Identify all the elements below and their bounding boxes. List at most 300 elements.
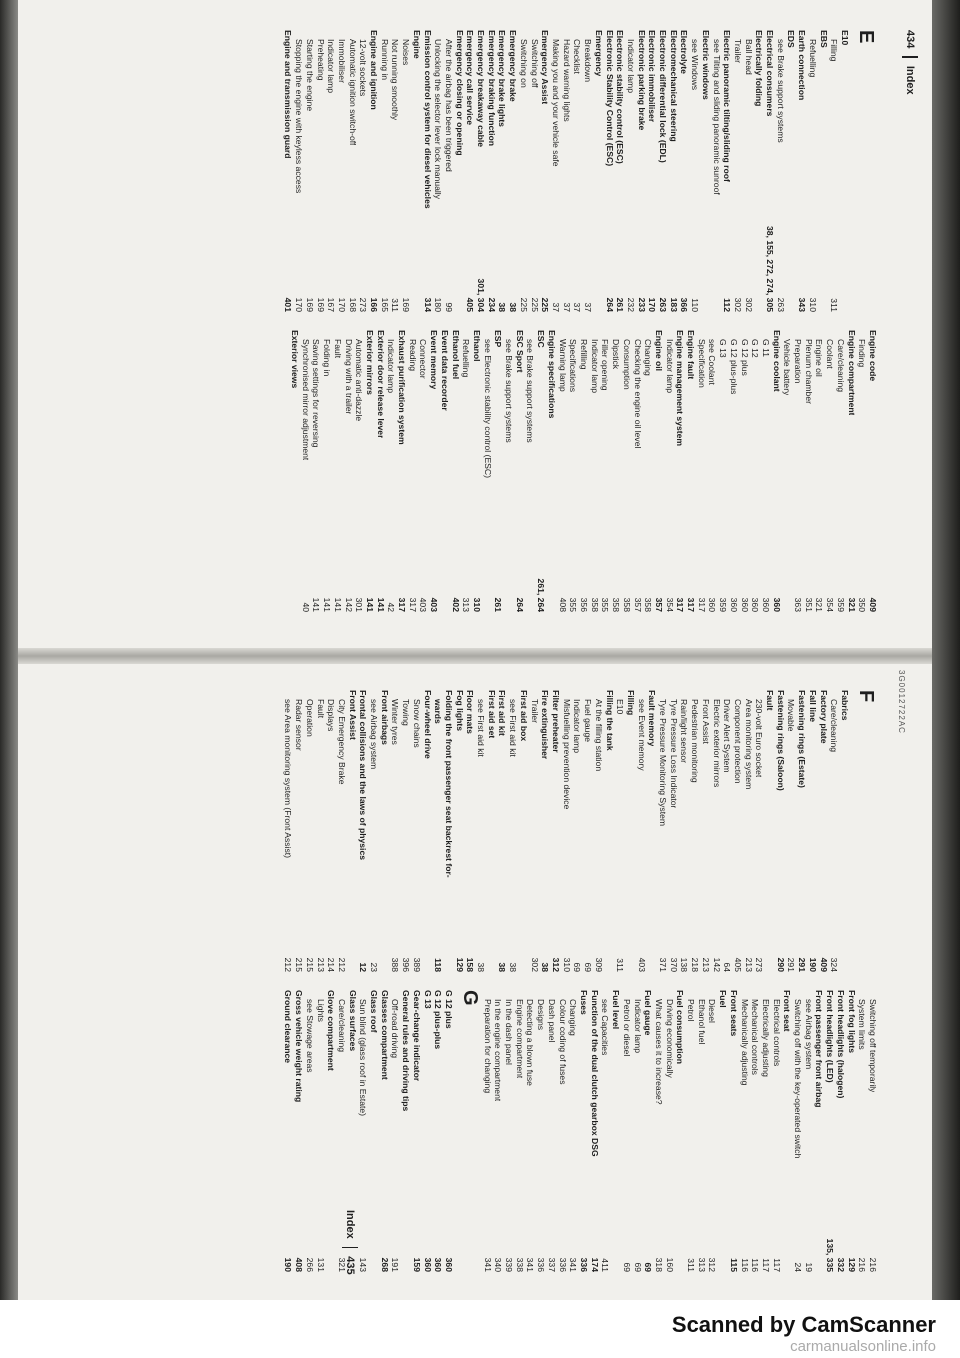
index-term: Front seat bbox=[782, 990, 793, 1032]
index-entry bbox=[326, 690, 337, 972]
index-term: E10 bbox=[615, 699, 626, 715]
index-entry bbox=[486, 690, 497, 972]
index-term: Indicator lamp bbox=[664, 339, 675, 393]
index-entry bbox=[728, 990, 739, 1272]
index-term: Not running smoothly bbox=[390, 39, 401, 121]
index-term: Automatic ignition switch-off bbox=[347, 39, 358, 146]
index-term: Snow chains bbox=[411, 699, 422, 748]
index-term: Winter tyres bbox=[390, 699, 401, 745]
index-term: Indicator lamp bbox=[572, 699, 583, 753]
index-entry bbox=[604, 690, 615, 972]
index-page-ref: 232 bbox=[625, 297, 636, 312]
index-page-ref: 225 bbox=[518, 297, 529, 312]
index-page-ref: 354 bbox=[825, 597, 836, 612]
index-term: Electromechanical steering bbox=[668, 30, 679, 142]
index-page-ref: 38 bbox=[476, 962, 487, 972]
index-entry bbox=[400, 690, 411, 972]
index-page-ref: 311 bbox=[390, 298, 401, 312]
index-term: see Area monitoring system (Front Assist) bbox=[283, 699, 294, 859]
index-page-ref: 336 bbox=[536, 1257, 547, 1272]
index-entry bbox=[760, 990, 771, 1272]
index-page-ref: 389 bbox=[411, 957, 422, 972]
index-term: Fault memory bbox=[647, 690, 658, 747]
index-term: Refuelling bbox=[807, 39, 818, 78]
index-page-ref: 37 bbox=[551, 302, 562, 312]
index-entry bbox=[514, 990, 525, 1272]
index-term: Off-road driving bbox=[390, 999, 401, 1059]
index-entry bbox=[375, 330, 386, 612]
index-term: Preheating bbox=[315, 39, 326, 81]
index-term: Changing bbox=[643, 339, 654, 376]
index-term: Fastening rings (Saloon) bbox=[775, 690, 786, 791]
index-term: Fog lights bbox=[454, 690, 465, 732]
index-page-ref: 131 bbox=[315, 1257, 326, 1272]
index-term: Emergency call service bbox=[465, 30, 476, 126]
index-term: Exhaust purification system bbox=[397, 330, 408, 445]
index-entry bbox=[707, 330, 718, 612]
index-entry bbox=[396, 330, 407, 612]
index-page-ref: 360 bbox=[771, 597, 782, 612]
index-term: Electronic differential lock (EDL) bbox=[658, 30, 669, 163]
index-term: Indicator lamp bbox=[625, 39, 636, 93]
index-term: Event data recorder bbox=[439, 330, 450, 411]
index-entry bbox=[647, 690, 658, 972]
index-term: see Electronic stability control (ESC) bbox=[482, 339, 493, 478]
index-page-ref: 310 bbox=[807, 297, 818, 312]
index-term: Gross vehicle weight rating bbox=[294, 990, 305, 1103]
index-page-ref: 215 bbox=[304, 957, 315, 972]
index-entry bbox=[732, 690, 743, 972]
index-term: Fuel bbox=[718, 990, 729, 1008]
index-term: Indicator lamp bbox=[589, 339, 600, 393]
index-term: Ethanol fuel bbox=[696, 999, 707, 1045]
index-entry bbox=[664, 330, 675, 612]
index-term: Engine management system bbox=[675, 330, 686, 447]
index-term: Detecting a blown fuse bbox=[525, 999, 536, 1086]
index-page-ref: 341 bbox=[525, 1257, 536, 1272]
index-page-ref: 166 bbox=[369, 297, 380, 312]
index-entry bbox=[518, 690, 529, 972]
index-page-ref: 213 bbox=[700, 957, 711, 972]
index-term: At the filling station bbox=[593, 699, 604, 772]
index-page-ref: 116 bbox=[739, 1258, 750, 1272]
index-entry bbox=[407, 330, 418, 612]
index-entry bbox=[857, 330, 868, 612]
index-term: Driving with a trailer bbox=[343, 339, 354, 415]
index-term: Radar sensor bbox=[294, 699, 305, 751]
index-page-ref: 360 bbox=[739, 597, 750, 612]
index-entry bbox=[867, 990, 878, 1272]
index-entry bbox=[675, 990, 686, 1272]
index-term: Engine oil bbox=[814, 339, 825, 377]
index-page-ref: 408 bbox=[294, 1257, 305, 1272]
index-term: Ethanol fuel bbox=[450, 330, 461, 380]
index-page-ref: 268 bbox=[379, 1257, 390, 1272]
index-page-ref: 343 bbox=[797, 297, 808, 312]
index-page-ref: 309 bbox=[593, 957, 604, 972]
index-term: see Brake support systems bbox=[504, 339, 515, 443]
index-term: Fastening rings (Estate) bbox=[797, 690, 808, 788]
index-page-ref: 411 bbox=[600, 1258, 611, 1272]
index-term: Lights bbox=[315, 999, 326, 1022]
index-page-ref: 214 bbox=[326, 957, 337, 972]
index-entry bbox=[857, 990, 868, 1272]
index-term: 230-volt Euro socket bbox=[754, 699, 765, 778]
index-page-ref: 403 bbox=[429, 597, 440, 612]
index-term: ESC Sport bbox=[514, 330, 525, 373]
index-page-ref: 141 bbox=[375, 597, 386, 612]
index-term: Tyre Pressure Loss Indicator bbox=[668, 699, 679, 809]
index-entry bbox=[657, 690, 668, 972]
index-term: Engine compartment bbox=[846, 330, 857, 416]
index-page-ref: 317 bbox=[686, 597, 697, 612]
index-term: Diesel bbox=[707, 999, 718, 1023]
page-435-col-2 bbox=[283, 990, 878, 1275]
index-entry bbox=[364, 330, 375, 612]
index-term: Folding in bbox=[322, 339, 333, 377]
index-entry bbox=[707, 990, 718, 1272]
index-entry bbox=[835, 330, 846, 612]
index-entry bbox=[368, 990, 379, 1272]
index-term: Component protection bbox=[732, 699, 743, 784]
index-page-ref: 40 bbox=[300, 602, 311, 612]
index-term: Event memory bbox=[429, 330, 440, 390]
index-term: Electric windows bbox=[700, 30, 711, 100]
index-term: First aid kit bbox=[497, 690, 508, 736]
index-term: Unlocking the selector lever lock manually bbox=[433, 39, 444, 200]
index-page-ref: 396 bbox=[401, 957, 412, 972]
index-term: Operation bbox=[304, 699, 315, 737]
index-term: Emergency closing or opening bbox=[454, 30, 465, 156]
index-term: G 12 bbox=[750, 339, 761, 358]
index-page-ref: 302 bbox=[743, 297, 754, 312]
index-term: Ground clearance bbox=[283, 990, 294, 1064]
index-term: Driving economically bbox=[664, 999, 675, 1078]
index-term: Glasses compartment bbox=[379, 990, 390, 1080]
index-entry bbox=[582, 690, 593, 972]
index-page-ref: 366 bbox=[679, 297, 690, 312]
index-page-ref: 218 bbox=[690, 957, 701, 972]
index-term: Hazard warning lights bbox=[561, 39, 572, 122]
index-page-ref: 168 bbox=[347, 297, 358, 312]
index-page-ref: 358 bbox=[589, 597, 600, 612]
index-entry bbox=[615, 690, 626, 972]
index-page-ref: 355 bbox=[568, 597, 579, 612]
index-entry bbox=[493, 330, 504, 612]
index-term: What causes it to increase? bbox=[653, 999, 664, 1105]
index-page-ref: 69 bbox=[621, 1262, 632, 1272]
index-entry bbox=[824, 330, 835, 612]
index-page-ref: 359 bbox=[835, 597, 846, 612]
index-entry bbox=[743, 690, 754, 972]
index-term: Electrical controls bbox=[771, 999, 782, 1067]
index-page-ref: 38 bbox=[497, 302, 508, 312]
index-page-ref: 313 bbox=[696, 1257, 707, 1272]
index-page-ref: 216 bbox=[857, 1257, 868, 1272]
index-entry bbox=[283, 690, 294, 972]
index-term: Ethanol bbox=[471, 330, 482, 362]
index-term: see Coolant bbox=[707, 339, 718, 385]
index-term: Warning lamp bbox=[557, 339, 568, 392]
index-term: Tyre Pressure Monitoring System bbox=[658, 699, 669, 827]
index-term: Dash panel bbox=[546, 999, 557, 1043]
index-term: G 13 bbox=[422, 990, 433, 1009]
index-entry bbox=[818, 690, 829, 972]
index-term: Care/cleaning bbox=[336, 999, 347, 1053]
index-page-ref: 24 bbox=[793, 1262, 804, 1272]
index-term: Changing bbox=[568, 999, 579, 1036]
index-page-ref: 117 bbox=[760, 1258, 771, 1272]
index-entry bbox=[750, 330, 761, 612]
index-term: Electronic parking brake bbox=[636, 30, 647, 131]
index-entry bbox=[336, 690, 347, 972]
index-term: Mechanical controls bbox=[750, 999, 761, 1075]
page-434 bbox=[38, 30, 918, 630]
index-term: see Tilting and sliding panoramic sunroof bbox=[711, 39, 722, 195]
index-entry bbox=[433, 990, 444, 1272]
index-page-ref: 213 bbox=[315, 957, 326, 972]
page-label: Index bbox=[344, 1210, 357, 1239]
index-page-ref: 358 bbox=[621, 597, 632, 612]
index-page-ref: 170 bbox=[647, 297, 658, 312]
index-entry bbox=[775, 690, 786, 972]
index-page-ref: 311 bbox=[829, 298, 840, 312]
index-term: EDS bbox=[786, 30, 797, 48]
index-entry bbox=[739, 990, 750, 1272]
index-page-ref: 266 bbox=[304, 1257, 315, 1272]
index-page-ref: 263 bbox=[658, 297, 669, 312]
index-page-ref: 158 bbox=[465, 957, 476, 972]
index-entry bbox=[321, 330, 332, 612]
index-term: Filling the tank bbox=[604, 690, 615, 751]
page-434-col-2 bbox=[289, 330, 878, 612]
index-page-ref: 115 bbox=[728, 1258, 739, 1272]
index-term: Function of the dual clutch gearbox DSG bbox=[589, 990, 600, 1157]
index-page-ref: 180 bbox=[433, 297, 444, 312]
index-page-ref: 363 bbox=[793, 597, 804, 612]
index-page-ref: 359 bbox=[718, 597, 729, 612]
index-entry bbox=[557, 990, 568, 1272]
index-entry bbox=[315, 690, 326, 972]
index-entry bbox=[471, 330, 482, 612]
index-term: Front Assist bbox=[700, 699, 711, 744]
index-entry bbox=[400, 990, 411, 1272]
index-term: Towing bbox=[401, 699, 412, 726]
index-term: Factory plate bbox=[818, 690, 829, 744]
index-entry bbox=[792, 330, 803, 612]
index-entry bbox=[696, 330, 707, 612]
page-435-col-1 bbox=[283, 690, 878, 972]
index-page-ref: 225 bbox=[529, 297, 540, 312]
index-entry bbox=[610, 330, 621, 612]
index-term: see Stowage areas bbox=[304, 999, 315, 1073]
index-page-ref: 356 bbox=[579, 597, 590, 612]
index-term: Four-wheel drive bbox=[422, 690, 433, 759]
index-term: G 12 plus bbox=[739, 339, 750, 376]
index-page-ref: 357 bbox=[653, 597, 664, 612]
index-entry bbox=[358, 690, 369, 972]
index-page-ref: 409 bbox=[818, 957, 829, 972]
index-term: In the engine compartment bbox=[493, 999, 504, 1102]
index-page-ref: 38 bbox=[508, 962, 519, 972]
index-page-ref: 38 bbox=[540, 962, 551, 972]
index-page-ref: 311 bbox=[686, 1258, 697, 1272]
index-entry bbox=[454, 690, 465, 972]
index-page-ref: 169 bbox=[315, 297, 326, 312]
index-page-ref: 42 bbox=[386, 602, 397, 612]
index-page-ref: 170 bbox=[294, 297, 305, 312]
index-term: Saving settings for reversing bbox=[311, 339, 322, 448]
index-term: G 12 plus-plus bbox=[433, 990, 444, 1050]
index-page-ref: 341 bbox=[568, 1257, 579, 1272]
index-entry bbox=[386, 330, 397, 612]
index-entry bbox=[379, 990, 390, 1272]
index-entry bbox=[814, 990, 825, 1272]
index-page-ref: 388 bbox=[390, 957, 401, 972]
index-page-ref: 408 bbox=[557, 597, 568, 612]
index-term: Earth connection bbox=[797, 30, 808, 101]
index-entry bbox=[621, 330, 632, 612]
index-page-ref: 310 bbox=[471, 597, 482, 612]
index-term: Electrically folding bbox=[754, 30, 765, 107]
index-term: G 13 bbox=[718, 339, 729, 358]
index-term: Filling bbox=[625, 690, 636, 716]
index-entry bbox=[418, 330, 429, 612]
index-entry bbox=[867, 330, 878, 612]
open-book-pages bbox=[18, 0, 932, 1300]
index-page-ref: 159 bbox=[411, 1257, 422, 1272]
index-term: Fuel gauge bbox=[583, 699, 594, 743]
index-entry bbox=[390, 690, 401, 972]
index-term: Glove compartment bbox=[326, 990, 337, 1071]
page-number: 435 bbox=[344, 1256, 357, 1275]
index-term: Emergency braking function bbox=[486, 30, 497, 147]
index-term: Fuel level bbox=[611, 990, 622, 1030]
index-term: Finding bbox=[857, 339, 868, 368]
index-term: see First aid kit bbox=[476, 699, 487, 757]
index-term: Designs bbox=[536, 999, 547, 1031]
index-entry bbox=[589, 330, 600, 612]
index-term: Engine code bbox=[868, 330, 878, 382]
index-entry bbox=[782, 330, 793, 612]
index-entry bbox=[343, 330, 354, 612]
index-page-ref: 360 bbox=[750, 597, 761, 612]
index-entry bbox=[846, 990, 857, 1272]
index-term: Electric panoramic tilting/sliding roof bbox=[722, 30, 733, 182]
index-term: Pedestrian monitoring bbox=[690, 699, 701, 783]
index-term: Electronic Stability Control (ESC) bbox=[604, 30, 615, 167]
index-page-ref: 212 bbox=[283, 957, 294, 972]
index-page-ref: 405 bbox=[732, 957, 743, 972]
index-page-ref: 405 bbox=[465, 297, 476, 312]
index-term: Switching off temporarily bbox=[868, 999, 878, 1093]
index-entry bbox=[450, 330, 461, 612]
index-entry bbox=[803, 990, 814, 1272]
page-label: Index bbox=[904, 65, 917, 95]
index-page-ref: 112 bbox=[722, 298, 733, 312]
index-page-ref: 341 bbox=[482, 1257, 493, 1272]
index-term: Fuel consumption bbox=[675, 990, 686, 1064]
index-term: Coolant bbox=[825, 339, 836, 369]
index-term: Preparation bbox=[793, 339, 804, 384]
index-page-ref: 311 bbox=[615, 958, 626, 972]
index-page-ref: 314 bbox=[422, 297, 433, 312]
index-page-ref: 338 bbox=[514, 1257, 525, 1272]
index-entry bbox=[461, 330, 472, 612]
index-entry bbox=[792, 990, 803, 1272]
index-term: City Emergency Brake bbox=[336, 699, 347, 785]
index-term: Filler opening bbox=[600, 339, 611, 391]
index-entry bbox=[332, 330, 343, 612]
index-entry bbox=[482, 990, 493, 1272]
index-term: Connector bbox=[418, 339, 429, 379]
index-entry bbox=[536, 990, 547, 1272]
index-term: ESP bbox=[493, 330, 504, 348]
index-page-ref: 273 bbox=[754, 957, 765, 972]
index-term: Engine fault bbox=[686, 330, 697, 380]
index-entry bbox=[593, 690, 604, 972]
index-page-ref: 170 bbox=[336, 297, 347, 312]
index-term: Switching off bbox=[529, 39, 540, 88]
index-term: Switching on bbox=[518, 39, 529, 88]
index-page-ref: 215 bbox=[294, 957, 305, 972]
index-page-ref: 317 bbox=[675, 597, 686, 612]
index-page-ref: 264 bbox=[514, 597, 525, 612]
index-entry bbox=[636, 690, 647, 972]
index-term: Front headlights (halogen) bbox=[835, 990, 846, 1099]
index-letter-heading: G bbox=[458, 990, 481, 1006]
index-entry bbox=[643, 330, 654, 612]
index-entry bbox=[803, 330, 814, 612]
index-entry bbox=[411, 990, 422, 1272]
index-page-ref: 167 bbox=[326, 297, 337, 312]
index-page-ref: 301, 304 bbox=[476, 278, 487, 312]
index-page-ref: 336 bbox=[557, 1257, 568, 1272]
index-entry bbox=[643, 990, 654, 1272]
index-page-ref: 336 bbox=[579, 1257, 590, 1272]
index-entry bbox=[689, 690, 700, 972]
page-435 bbox=[38, 670, 918, 1290]
index-page-ref: 360 bbox=[728, 597, 739, 612]
index-page-ref: 99 bbox=[443, 302, 454, 312]
index-term: G 12 plus-plus bbox=[728, 339, 739, 395]
index-entry bbox=[443, 690, 454, 972]
index-page-ref: 340 bbox=[493, 1257, 504, 1272]
index-entry bbox=[696, 990, 707, 1272]
index-entry bbox=[807, 690, 818, 972]
index-page-ref: 357 bbox=[632, 597, 643, 612]
index-entry bbox=[354, 330, 365, 612]
index-entry bbox=[632, 330, 643, 612]
index-page-ref: 355 bbox=[600, 597, 611, 612]
index-entry bbox=[600, 330, 611, 612]
index-page-ref: 37 bbox=[572, 302, 583, 312]
index-page-ref: 354 bbox=[664, 597, 675, 612]
index-entry bbox=[754, 690, 765, 972]
index-entry bbox=[536, 330, 547, 612]
index-entry bbox=[722, 690, 733, 972]
index-page-ref: 169 bbox=[304, 297, 315, 312]
index-entry bbox=[685, 330, 696, 612]
index-entry bbox=[433, 690, 444, 972]
index-page-ref: 310 bbox=[561, 957, 572, 972]
index-term: see Brake support systems bbox=[775, 39, 786, 143]
index-entry bbox=[625, 690, 636, 972]
index-page-ref: 165 bbox=[379, 297, 390, 312]
index-entry bbox=[814, 330, 825, 612]
index-page-ref: 318 bbox=[653, 1257, 664, 1272]
index-term: Engine specifications bbox=[546, 330, 557, 419]
